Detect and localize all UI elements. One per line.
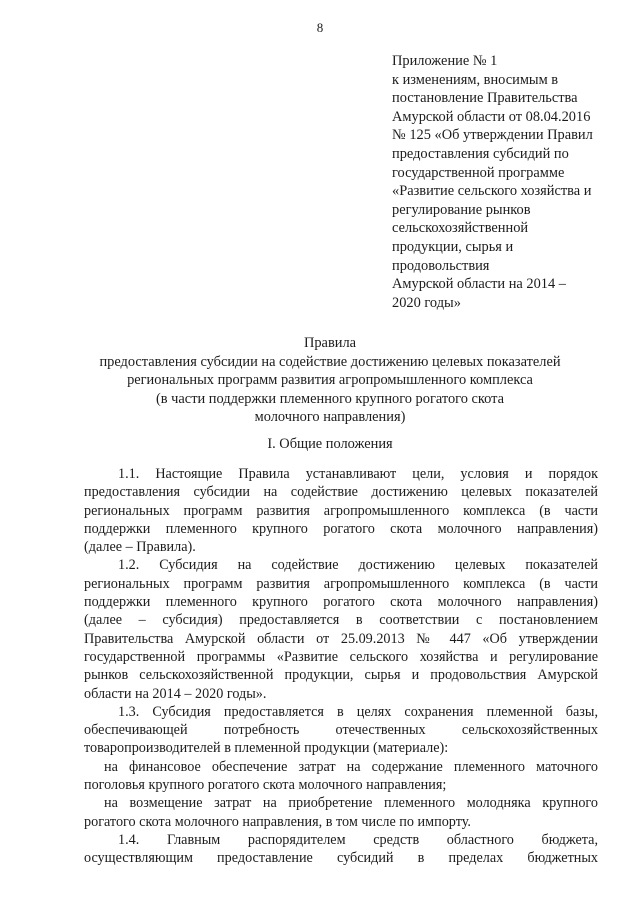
appendix-line: к изменениям, вносимым в xyxy=(392,71,559,88)
body-line: (далее – Правила). xyxy=(84,539,196,556)
appendix-line: Амурской области от 08.04.2016 xyxy=(392,108,591,125)
title-line: предоставления субсидии на содействие достижению целевых показателей xyxy=(99,353,561,370)
body-line: (далее – субсидия) предоставляется в соответствии с постановлением xyxy=(84,612,598,629)
appendix-line: Амурской области на 2014 – xyxy=(392,276,566,293)
body-line: Правительства Амурской области от 25.09.2013 № 447 «Об утверждении xyxy=(84,630,598,647)
appendix-line: продукции, сырья и xyxy=(392,238,514,255)
section-heading: I. Общие положения xyxy=(267,436,393,452)
body-line: 1.3. Субсидия предоставляется в целях сохранения племенной базы, xyxy=(118,703,598,720)
title-line: Правила xyxy=(303,335,357,351)
body-line: региональных программ развития агропромышленного комплекса (в части xyxy=(84,575,598,592)
appendix-line: сельскохозяйственной xyxy=(392,220,529,237)
title-line: (в части поддержки племенного крупного рогатого скота xyxy=(156,390,504,407)
body-line: товаропроизводителей в племенной продукции (материале): xyxy=(84,740,449,757)
body-line: поддержки племенного крупного рогатого скота молочного направления) xyxy=(84,520,598,537)
body-line: осуществляющим предоставление субсидий в пределах бюджетных xyxy=(84,850,598,867)
appendix-header xyxy=(392,52,628,312)
appendix-line: «Развитие сельского хозяйства и xyxy=(392,183,592,200)
title-line: региональных программ развития агропромышленного комплекса xyxy=(127,372,533,389)
body-line: 1.2. Субсидия на содействие достижению целевых показателей xyxy=(118,557,598,574)
body-line: региональных программ развития агропромышленного комплекса (в части xyxy=(84,502,598,519)
body-line: поддержки племенного крупного рогатого скота молочного направления) xyxy=(84,594,598,611)
appendix-line: предоставления субсидий по xyxy=(392,145,569,162)
body-line: обеспечивающей потребность отечественных сельскохозяйственных xyxy=(84,722,598,739)
body-line: рогатого скота молочного направления, в том числе по импорту. xyxy=(84,813,471,830)
body-line: области на 2014 – 2020 годы». xyxy=(84,685,267,702)
appendix-line: постановление Правительства xyxy=(392,90,578,107)
body-line: на финансовое обеспечение затрат на содержание племенного маточного xyxy=(104,758,598,775)
body-line: рынков сельскохозяйственной продукции, сырья и продовольствия Амурской xyxy=(84,667,598,684)
title-line: молочного направления) xyxy=(254,409,406,426)
body-line: 1.4. Главным распорядителем средств областного бюджета, xyxy=(118,831,598,848)
page-number: 8 xyxy=(316,20,324,35)
body-text xyxy=(84,465,598,868)
body-line: предоставления субсидии на содействие достижению целевых показателей xyxy=(84,484,598,501)
document-title xyxy=(60,334,600,427)
body-line: государственной программы «Развитие сельского хозяйства и регулирование xyxy=(84,648,598,665)
appendix-line: регулирование рынков xyxy=(392,201,531,218)
body-line: поголовья крупного рогатого скота молочного направления; xyxy=(84,777,447,794)
appendix-line: государственной программе xyxy=(392,164,565,181)
appendix-line: № 125 «Об утверждении Правил xyxy=(392,127,593,144)
body-line: на возмещение затрат на приобретение племенного молодняка крупного xyxy=(104,795,598,812)
appendix-line: 2020 годы» xyxy=(392,294,461,311)
body-line: 1.1. Настоящие Правила устанавливают цели, условия и порядок xyxy=(118,466,598,482)
appendix-line: Приложение № 1 xyxy=(392,53,498,69)
appendix-line: продовольствия xyxy=(392,257,490,274)
